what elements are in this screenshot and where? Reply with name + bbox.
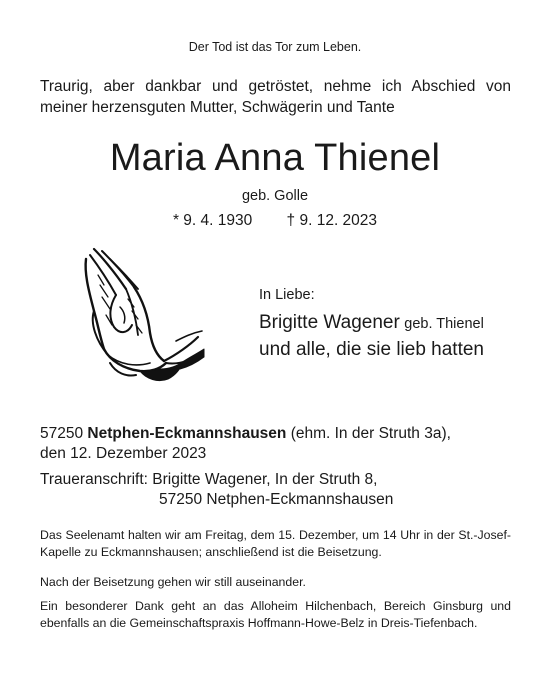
birth-date: * 9. 4. 1930: [172, 212, 253, 229]
mourning-address-street: Brigitte Wagener, In der Struth 8,: [152, 471, 378, 488]
thanks-paragraph: Ein besonderer Dank geht an das Alloheim Hilchenbach, Bereich Ginsburg und ebenfalls an die Gemeinschaftspraxis Hoffmann-Howe-Belz in Dreis-Tiefenbach.: [40, 599, 511, 630]
praying-hands-icon: [80, 245, 208, 387]
service-paragraph: Das Seelenamt halten wir am Freitag, dem 15. Dezember, um 14 Uhr in der St.-Josef-Kapelle zu Eckmannshausen; anschließend ist die Beisetzung.: [40, 528, 511, 559]
motto: Der Tod ist das Tor zum Leben.: [188, 40, 362, 54]
location-block: [40, 424, 451, 464]
mourner-main: [259, 312, 484, 334]
deceased-name: Maria Anna Thienel: [109, 137, 441, 179]
mourners-heading: In Liebe:: [259, 287, 315, 303]
intro-text: Traurig, aber dankbar und getröstet, nehme ich Abschied von meiner herzensguten Mutter, Schwägerin und Tante: [40, 78, 511, 116]
mourning-address-label: Traueranschrift:: [40, 471, 148, 488]
mourning-address: [40, 470, 393, 510]
mourners-others: und alle, die sie lieb hatten: [259, 339, 484, 360]
death-date: † 9. 12. 2023: [286, 212, 378, 229]
location-line: [40, 424, 451, 444]
location-zip: 57250: [40, 425, 84, 442]
location-date: den 12. Dezember 2023: [40, 445, 207, 462]
mourning-address-line2: 57250 Netphen-Eckmannshausen: [159, 491, 394, 508]
after-paragraph: Nach der Beisetzung gehen wir still auseinander.: [40, 575, 306, 589]
mourner-main-name: Brigitte Wagener: [259, 312, 400, 333]
mourning-address-line1: [40, 470, 393, 490]
life-dates: [0, 212, 550, 230]
mourner-main-suffix: geb. Thienel: [404, 316, 484, 332]
location-former: (ehm. In der Struth 3a),: [290, 425, 451, 442]
location-place: Netphen-Eckmannshausen: [87, 425, 287, 442]
maiden-name: geb. Golle: [241, 188, 309, 204]
